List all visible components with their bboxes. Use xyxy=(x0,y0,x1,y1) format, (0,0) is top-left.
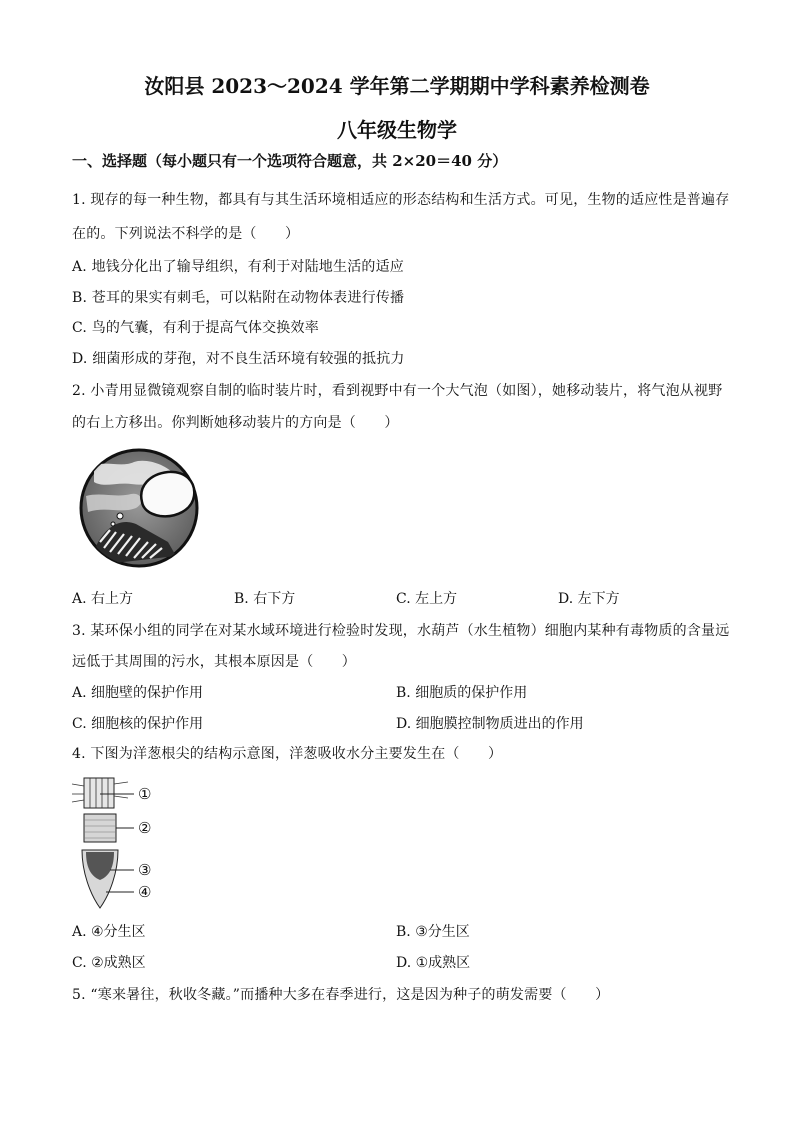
question-4-option-b: B. ③分生区 xyxy=(396,924,470,940)
question-4-line-1: 4. 下图为洋葱根尖的结构示意图，洋葱吸收水分主要发生在（ ） xyxy=(72,746,503,762)
question-3-line-1: 3. 某环保小组的同学在对某水域环境进行检验时发现，水葫芦（水生植物）细胞内某种有毒物质的含量远 xyxy=(72,623,730,639)
exam-title: 汝阳县 2023～2024 学年第二学期期中学科素养检测卷 xyxy=(144,74,650,98)
question-2-option-b: B. 右下方 xyxy=(234,591,296,607)
question-3-line-2: 远低于其周围的污水，其根本原因是（ ） xyxy=(72,654,356,670)
question-3-option-a: A. 细胞壁的保护作用 xyxy=(72,685,204,701)
question-2-option-d: D. 左下方 xyxy=(558,591,620,607)
question-1-option-c: C. 鸟的气囊，有利于提高气体交换效率 xyxy=(72,320,319,336)
question-2-option-c: C. 左上方 xyxy=(396,591,458,607)
question-3-option-b: B. 细胞质的保护作用 xyxy=(396,685,528,701)
root-label-4: ④ xyxy=(138,883,152,901)
root-label-3: ③ xyxy=(138,861,152,879)
section-heading: 一、选择题（每小题只有一个选项符合题意，共 2×20＝40 分） xyxy=(72,152,508,170)
exam-subtitle: 八年级生物学 xyxy=(337,118,457,142)
question-1-option-a: A. 地钱分化出了输导组织，有利于对陆地生活的适应 xyxy=(72,259,405,275)
question-3-option-d: D. 细胞膜控制物质进出的作用 xyxy=(396,716,584,732)
question-2-line-2: 的右上方移出。你判断她移动装片的方向是（ ） xyxy=(72,415,399,431)
question-4-option-a: A. ④分生区 xyxy=(72,924,146,940)
question-3-option-c: C. 细胞核的保护作用 xyxy=(72,716,204,732)
question-4-option-d: D. ①成熟区 xyxy=(396,955,471,971)
root-label-1: ① xyxy=(138,785,152,803)
question-4-option-c: C. ②成熟区 xyxy=(72,955,146,971)
root-label-2: ② xyxy=(138,819,152,837)
question-1-option-d: D. 细菌形成的芽孢，对不良生活环境有较强的抵抗力 xyxy=(72,351,405,367)
question-5-line-1: 5. “寒来暑往，秋收冬藏。”而播种大多在春季进行，这是因为种子的萌发需要（ ） xyxy=(72,987,610,1003)
question-1-option-b: B. 苍耳的果实有刺毛，可以粘附在动物体表进行传播 xyxy=(72,290,405,306)
question-1-line-1: 1. 现存的每一种生物，都具有与其生活环境相适应的形态结构和生活方式。可见，生物的适应性是普遍存 xyxy=(72,192,730,208)
question-2-line-1: 2. 小青用显微镜观察自制的临时装片时，看到视野中有一个大气泡（如图），她移动装片，将气泡从视野 xyxy=(72,383,723,399)
microscope-field-figure xyxy=(76,446,204,572)
question-1-line-2: 在的。下列说法不科学的是（ ） xyxy=(72,226,300,242)
question-2-option-a: A. 右上方 xyxy=(72,591,134,607)
root-tip-figure xyxy=(70,776,170,910)
